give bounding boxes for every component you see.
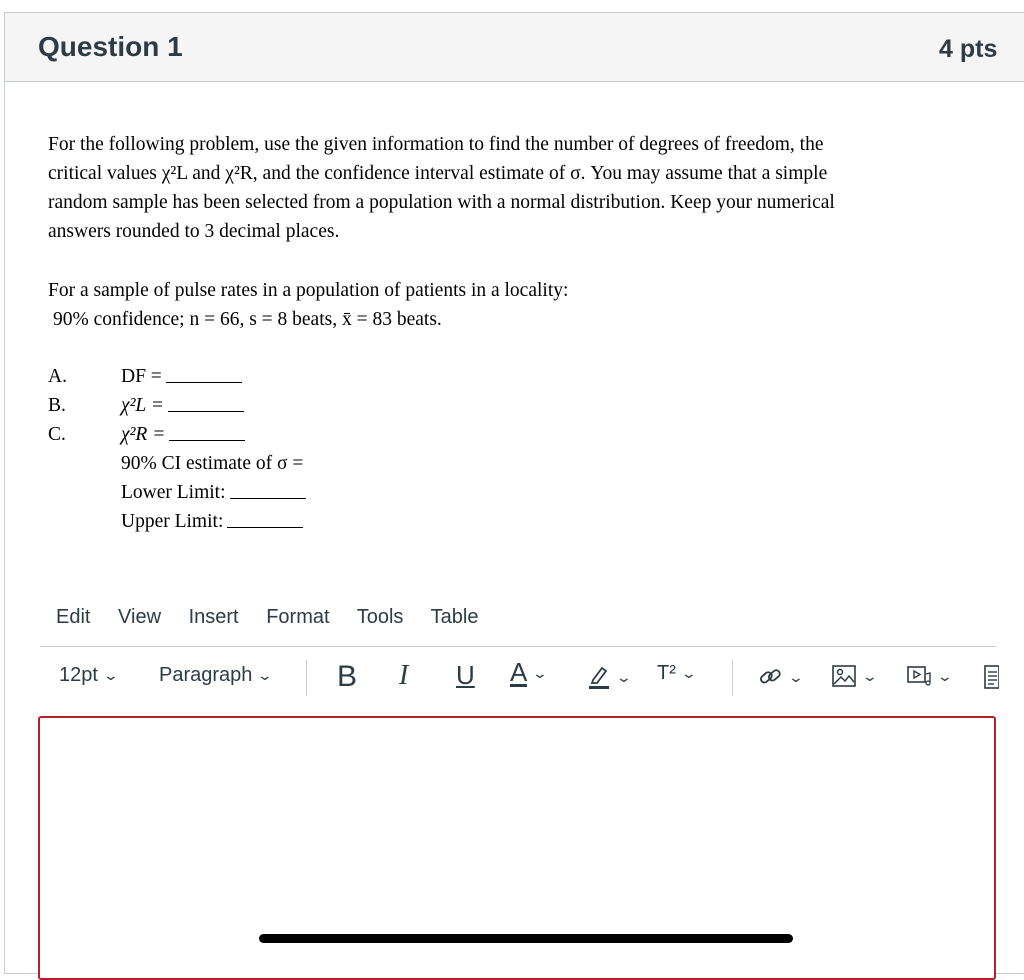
text-color-icon: A bbox=[510, 657, 528, 687]
question-prompt bbox=[48, 130, 993, 246]
answer-row-b bbox=[48, 391, 306, 420]
chevron-down-icon: ⌄ bbox=[531, 665, 549, 681]
answer-letter: B. bbox=[48, 395, 66, 416]
question-title: Question 1 bbox=[38, 31, 183, 62]
toolbar-separator bbox=[732, 660, 733, 696]
answer-blank bbox=[169, 420, 245, 441]
document-icon bbox=[983, 664, 999, 690]
chevron-down-icon: ⌄ bbox=[787, 668, 805, 685]
editor-menubar bbox=[56, 606, 500, 629]
superscript-icon: T² bbox=[657, 662, 676, 684]
bold-icon: B bbox=[337, 660, 358, 693]
home-indicator bbox=[259, 934, 793, 943]
menu-tools[interactable]: Tools bbox=[356, 606, 404, 628]
answer-blank bbox=[230, 478, 306, 499]
image-button[interactable] bbox=[831, 664, 879, 688]
bold-button[interactable] bbox=[337, 660, 357, 694]
answer-label: χ²L = bbox=[121, 395, 164, 416]
answer-letter: A. bbox=[48, 366, 67, 387]
chevron-down-icon: ⌄ bbox=[257, 667, 274, 683]
text-color-button[interactable] bbox=[510, 657, 549, 687]
font-size-select[interactable] bbox=[59, 664, 120, 687]
answer-row-a bbox=[48, 362, 306, 391]
media-icon bbox=[906, 664, 932, 688]
editor-toolbar bbox=[40, 656, 1024, 706]
prompt-line: critical values χ²L and χ²R, and the confidence interval estimate of σ. You may assume that a simple bbox=[48, 163, 828, 184]
answer-label: DF = bbox=[121, 366, 162, 387]
link-button[interactable] bbox=[757, 664, 805, 690]
answer-row-c bbox=[48, 420, 306, 449]
answer-label: 90% CI estimate of σ = bbox=[121, 453, 304, 474]
menu-format[interactable]: Format bbox=[266, 606, 330, 628]
block-format-select[interactable] bbox=[159, 664, 274, 687]
italic-icon: I bbox=[399, 660, 409, 691]
block-format-value: Paragraph bbox=[159, 664, 253, 686]
menu-view[interactable]: View bbox=[118, 606, 162, 628]
menu-table[interactable]: Table bbox=[430, 606, 479, 628]
image-icon bbox=[831, 664, 857, 688]
superscript-button[interactable] bbox=[657, 662, 695, 685]
scenario-line-1: For a sample of pulse rates in a population of patients in a locality: bbox=[48, 280, 569, 301]
prompt-line: random sample has been selected from a population with a normal distribution. Keep your numerical bbox=[48, 192, 835, 213]
answer-row-ci bbox=[48, 449, 306, 478]
prompt-line: For the following problem, use the given information to find the number of degrees of freedom, the bbox=[48, 134, 824, 155]
answer-row-lower bbox=[48, 478, 306, 507]
highlight-icon bbox=[587, 664, 611, 690]
menu-edit[interactable]: Edit bbox=[56, 606, 91, 628]
underline-button[interactable] bbox=[456, 660, 475, 691]
toolbar-divider bbox=[40, 646, 996, 647]
italic-button[interactable] bbox=[399, 660, 408, 692]
answer-label: χ²R = bbox=[121, 424, 166, 445]
underline-icon: U bbox=[456, 660, 475, 690]
chevron-down-icon: ⌄ bbox=[615, 668, 633, 685]
answer-label: Lower Limit: bbox=[121, 482, 226, 503]
font-size-value: 12pt bbox=[59, 664, 98, 686]
answer-list bbox=[48, 362, 306, 536]
answer-blank bbox=[166, 362, 242, 383]
scenario bbox=[48, 276, 948, 334]
answer-blank bbox=[227, 507, 303, 528]
link-icon bbox=[757, 664, 783, 690]
scenario-line-2: 90% confidence; n = 66, s = 8 beats, x̄ = 83 beats. bbox=[53, 309, 442, 330]
prompt-line: answers rounded to 3 decimal places. bbox=[48, 221, 340, 242]
chevron-down-icon: ⌄ bbox=[936, 667, 954, 684]
menu-insert[interactable]: Insert bbox=[188, 606, 239, 628]
answer-label: Upper Limit: bbox=[121, 511, 224, 532]
highlight-button[interactable] bbox=[587, 664, 633, 690]
answer-letter: C. bbox=[48, 424, 66, 445]
chevron-down-icon: ⌄ bbox=[102, 667, 120, 683]
toolbar-separator bbox=[306, 660, 307, 696]
answer-blank bbox=[168, 391, 244, 412]
media-button[interactable] bbox=[906, 664, 954, 688]
document-button[interactable] bbox=[983, 664, 999, 690]
answer-row-upper bbox=[48, 507, 306, 536]
question-points: 4 pts bbox=[939, 35, 998, 63]
chevron-down-icon: ⌄ bbox=[861, 667, 879, 684]
question-header bbox=[5, 13, 1024, 82]
chevron-down-icon: ⌄ bbox=[680, 665, 697, 681]
